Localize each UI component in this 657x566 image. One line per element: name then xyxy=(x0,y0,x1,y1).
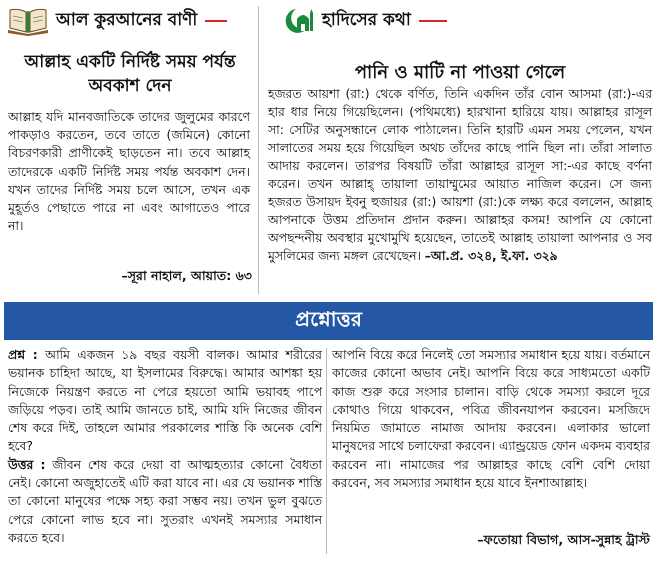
hadith-section-title: হাদিসের কথা xyxy=(322,10,411,30)
hadith-source: –আ.প্র. ৩২৪, ই.ফা. ৩২৯ xyxy=(424,249,558,263)
qa-column-divider xyxy=(326,348,327,554)
question-label: প্রশ্ন : xyxy=(8,347,38,362)
header-rule xyxy=(419,20,447,22)
quran-section-title: আল কুরআনের বাণী xyxy=(56,10,198,30)
qa-right-column xyxy=(332,346,650,492)
quran-source: –সূরা নাহাল, আয়াত: ৬৩ xyxy=(121,268,252,283)
qa-banner-title: প্রশ্নোত্তর xyxy=(295,306,362,331)
quran-book-icon xyxy=(6,6,50,36)
quran-section-header xyxy=(6,4,246,38)
answer-paragraph xyxy=(8,456,322,547)
mosque-icon xyxy=(282,5,316,37)
header-rule xyxy=(205,20,227,22)
hadith-article-title: পানি ও মাটি না পাওয়া গেলে xyxy=(354,62,566,83)
qa-banner xyxy=(4,302,653,340)
quran-article-body: আল্লাহ যদি মানবজাতিকে তাদের জুলুমের কারণে পাকড়াও করতেন, তবে তাতে (জমিনে) কোনো বিচরণকারী প্রাণীকেই ছাড়তেন না। তবে আল্লাহ তাদেরকে একটি নির্দিষ্ট সময় পর্যন্ত অবকাশ দেন। যখন তাদের নির্দিষ্ট সময় চলে আসে, তখন এক মুহূর্তও পেছাতে পারে না এবং আগাতেও পারে না। xyxy=(8,109,250,234)
quran-article-title: আল্লাহ একটি নির্দিষ্ট সময় পর্যন্ত অবকাশ দেন xyxy=(24,52,236,96)
qa-source: –ফতোয়া বিভাগ, আস-সুন্নাহ ট্রাস্ট xyxy=(477,532,650,547)
answer-text-right: আপনি বিয়ে করে নিলেই তো সমস্যার সমাধান হয়ে যায়। বর্তমানে কাজের কোনো অভাব নেই। আপনি বিয়ে করে সাধ্যমতো একটি কাজ শুরু করে সংসার চালান। বাড়ি থেকে সমস্যা করলে দূরে কোথাও গিয়ে থাকবেন, পবিত্র জীবনযাপন করবেন। মসজিদে নিয়মিত জামাতে নামাজ আদায় করবেন। এলাকার ভালো মানুষদের সাথে চলাফেরা করবেন। এ্যান্ড্রয়েড ফোন একদম ব্যবহার করবেন না। নামাজের পর আল্লাহর কাছে বেশি বেশি দোয়া করবেন, সব সমস্যার সমাধান হয়ে যাবে ইনশাআল্লাহ। xyxy=(332,347,650,491)
hadith-article-body xyxy=(268,85,652,265)
answer-label: উত্তর : xyxy=(8,456,46,472)
column-divider xyxy=(258,6,259,294)
answer-text-left: জীবন শেষ করে দেয়া বা আত্মহত্যার কোনো বৈধতা নেই। কোনো অজুহাতেই এটি করা যাবে না। এর যে ভয়ানক শাস্তি তা কোনো মানুষের পক্ষে সহ্য করা সম্ভব নয়। তখন ভুল বুঝতে পেরে কোনো লাভ হবে না। সুতরাং এখনই সমস্যার সমাধান করতে হবে। xyxy=(8,456,322,545)
question-text: আমি একজন ১৯ বছর বয়সী বালক। আমার শরীরের ভয়ানক চাহিদা আছে, যা ইসলামের বিরুদ্ধে। আমার আশঙ্কা হয় নিজেকে নিয়ন্ত্রণ করতে না পেরে হয়তো আমি ভয়াবহ পাপে জড়িয়ে পড়ব। তাই আমি জানতে চাই, আমি যদি নিজের জীবন শেষ করে দিই, তাহলে আমার পরকালের শাস্তি কি অনেক বেশি হবে? xyxy=(8,347,322,454)
hadith-section-header xyxy=(282,4,652,38)
question-paragraph xyxy=(8,346,322,456)
qa-left-column xyxy=(8,346,322,547)
hadith-text: হজরত আয়শা (রা:) থেকে বর্ণিত, তিনি একদিন তাঁর বোন আসমা (রা:)-এর হার ধার নিয়ে গিয়েছিলেন। (পথিমধ্যে) হারখানা হারিয়ে যায়। আল্লাহর রাসূল সা: সেটির অনুসন্ধানে লোক পাঠালেন। তিনি হারটি এমন সময় পেলেন, যখন সালাতের সময় হয়ে গিয়েছিল অথচ তাঁদের কাছে পানি ছিল না। তাঁরা সালাত আদায় করলেন। তারপর বিষয়টি তাঁরা আল্লাহর রাসূল সা:-এর কাছে বর্ণনা করেন। তখন আল্লাহ্‌ তায়ালা তায়াম্মুমের আয়াত নাজিল করেন। সে জন্য হজরত উসায়দ ইবনু হুজায়র (রা:) আয়শা (রা:)কে লক্ষ্য করে বললেন, আল্লাহ আপনাকে উত্তম প্রতিদান প্রদান করুন। আল্লাহর কসম! আপনি যে কোনো অপছন্দনীয় অবস্থার মুখোমুখি হয়েছেন, তাতেই আল্লাহ তায়ালা আপনার ও সব মুসলিমের জন্য মঙ্গল রেখেছেন। xyxy=(268,87,652,263)
